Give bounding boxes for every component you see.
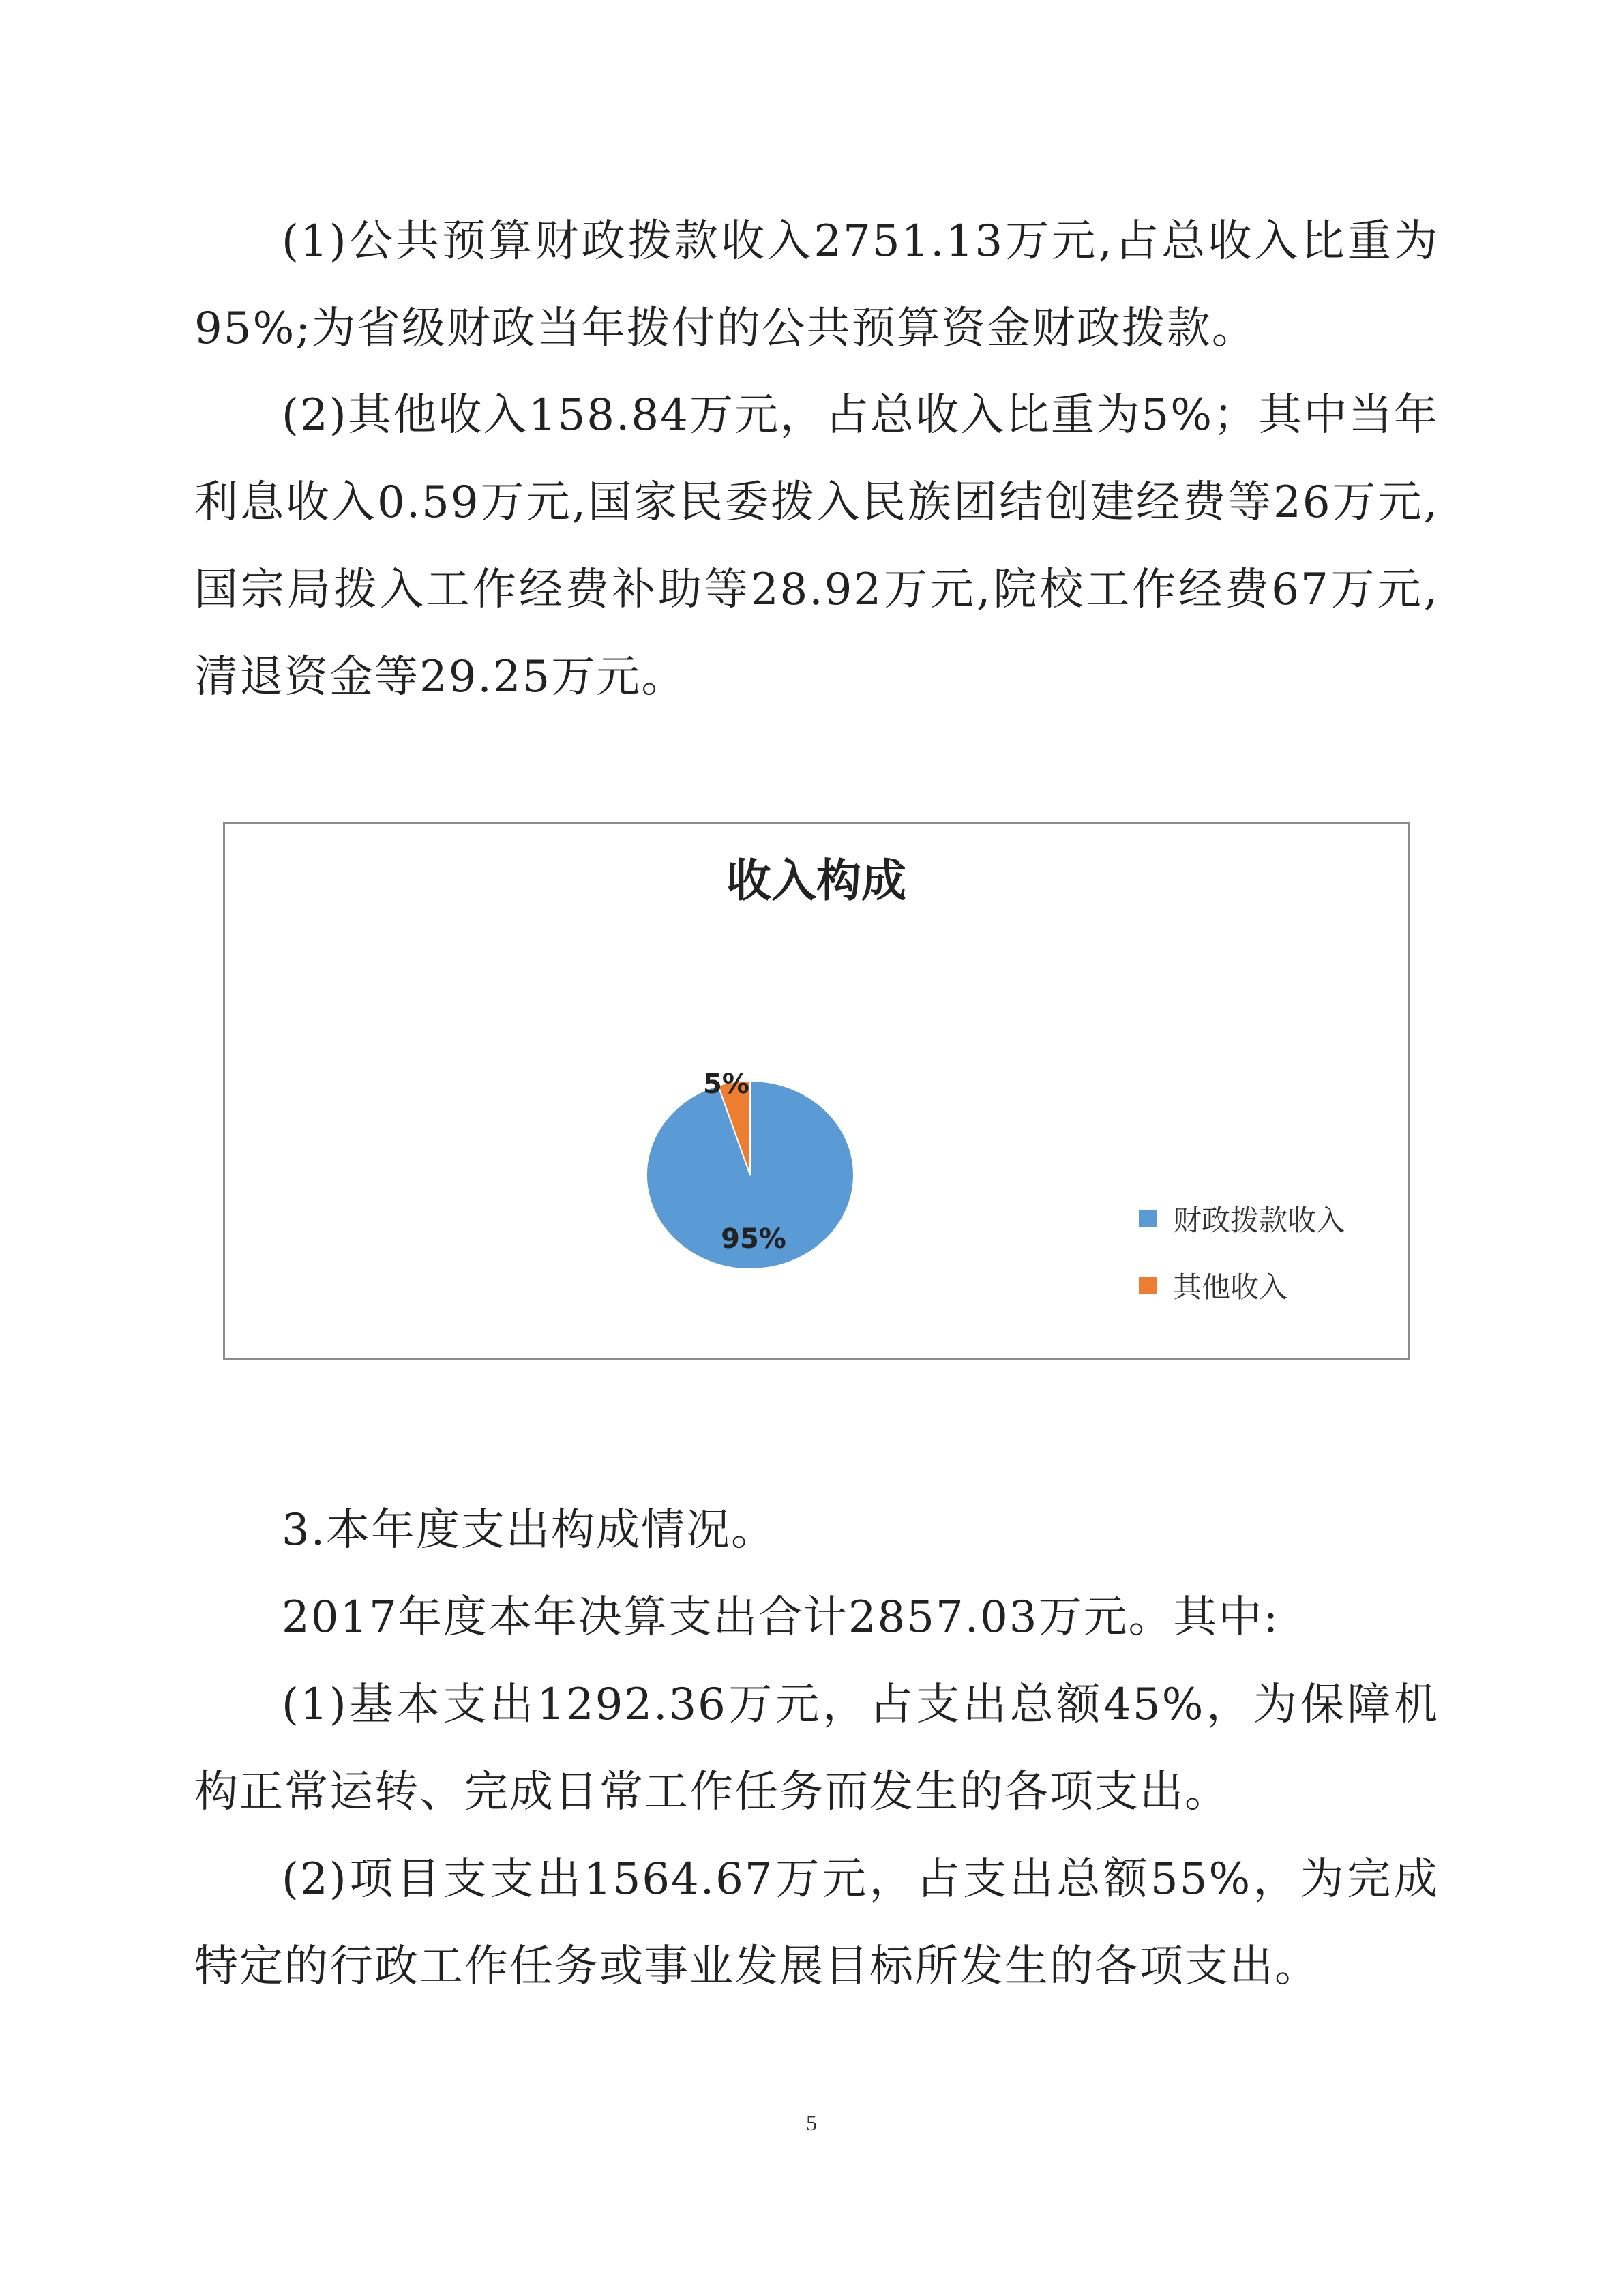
page-number: 5 bbox=[806, 2111, 817, 2135]
chart-legend bbox=[1139, 1202, 1345, 1336]
legend-swatch bbox=[1139, 1210, 1157, 1227]
income-composition-chart bbox=[223, 822, 1410, 1360]
paragraph-project-expenditure: (2)项目支支出1564.67万元，占支出总额55%，为完成特定的行政工作任务或事业发展目标所发生的各项支出。 bbox=[194, 1854, 1439, 1992]
data-label-other: 5% bbox=[703, 1069, 749, 1100]
paragraph-other-income: (2)其他收入158.84万元，占总收入比重为5%；其中当年利息收入0.59万元,国家民委拨入民族团结创建经费等26万元,国宗局拨入工作经费补助等28.92万元,院校工作经费67万元,清退资金等29.25万元。 bbox=[194, 390, 1439, 702]
data-label-fiscal: 95% bbox=[721, 1223, 786, 1255]
chart-title: 收入构成 bbox=[726, 854, 906, 907]
legend-item-other bbox=[1139, 1269, 1345, 1302]
paragraph-fiscal-appropriation: (1)公共预算财政拨款收入2751.13万元,占总收入比重为95%;为省级财政当年拨付的公共预算资金财政拨款。 bbox=[194, 216, 1439, 354]
paragraph-expenditure-heading: 3.本年度支出构成情况。 bbox=[282, 1505, 777, 1555]
paragraph-basic-expenditure: (1)基本支出1292.36万元，占支出总额45%，为保障机构正常运转、完成日常工作任务而发生的各项支出。 bbox=[194, 1680, 1439, 1817]
legend-label: 财政拨款收入 bbox=[1173, 1204, 1345, 1237]
paragraph-expenditure-total: 2017年度本年决算支出合计2857.03万元。其中: bbox=[282, 1592, 1280, 1643]
legend-swatch bbox=[1139, 1277, 1157, 1294]
legend-label: 其他收入 bbox=[1173, 1270, 1288, 1304]
legend-item-fiscal bbox=[1139, 1202, 1345, 1235]
